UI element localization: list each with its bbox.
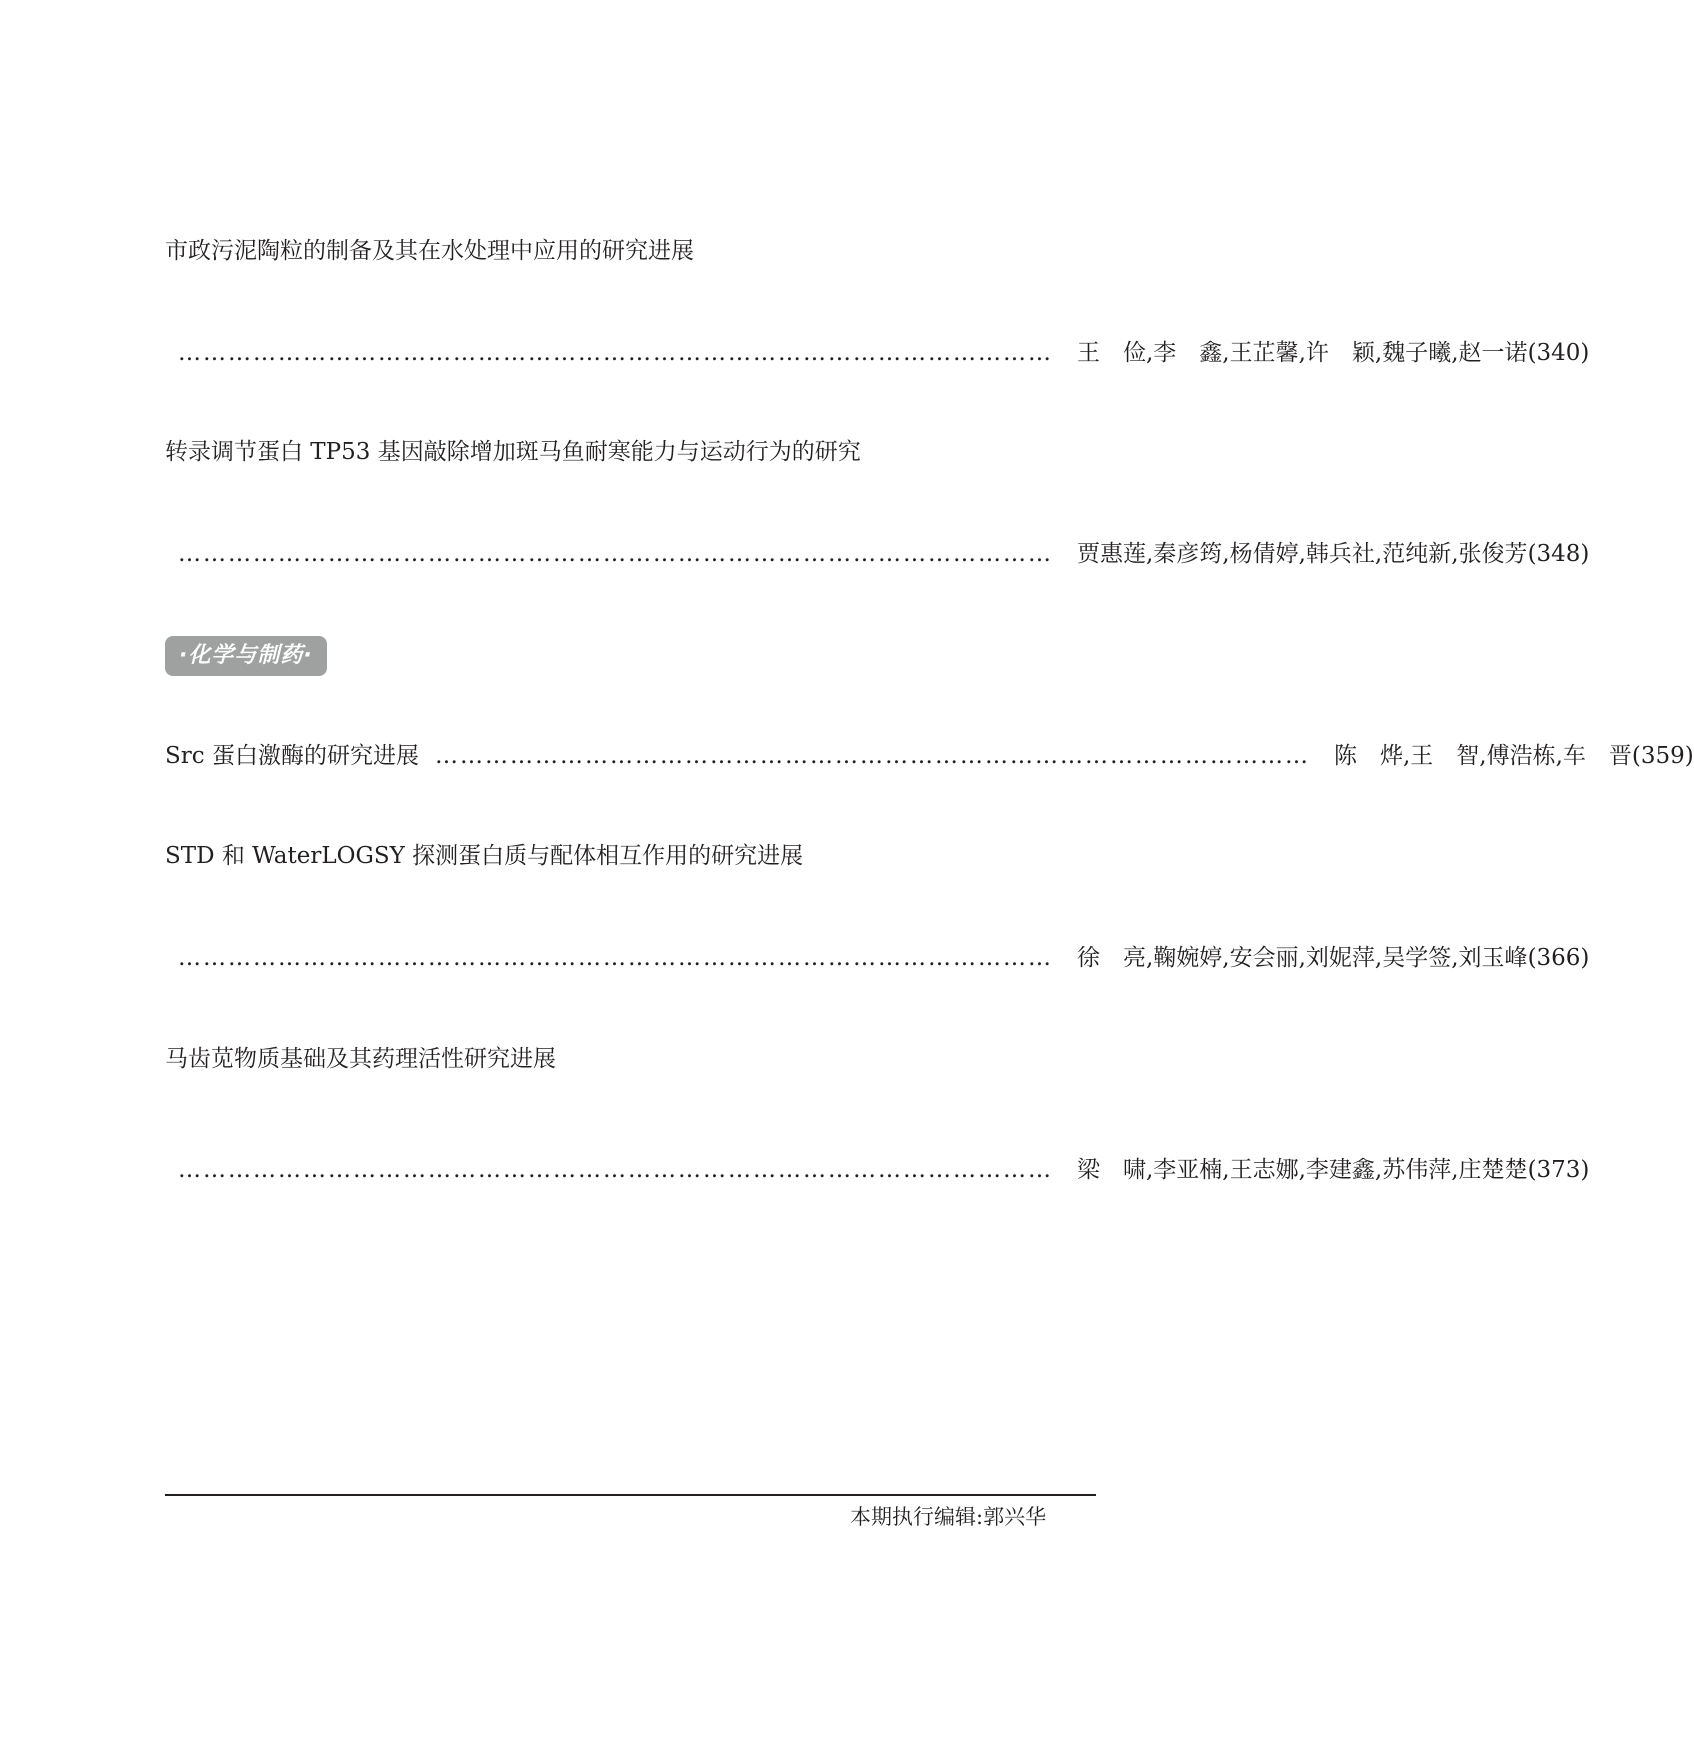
entry-title: 市政污泥陶粒的制备及其在水处理中应用的研究进展	[165, 238, 694, 264]
leader-dots: ……………………………………………………………………………………………	[178, 1157, 1053, 1183]
entry-author-line	[178, 943, 1590, 973]
entry-authors: 王 俭,李 鑫,王芷馨,许 颖,魏子曦,赵一诺	[1077, 340, 1528, 366]
entry-title: 转录调节蛋白 TP53 基因敲除增加斑马鱼耐寒能力与运动行为的研究	[165, 439, 861, 465]
section-badge: ·化学与制药·	[165, 636, 327, 676]
entry-page: (359)	[1631, 743, 1694, 769]
entry-authors: 贾惠莲,秦彦筠,杨倩婷,韩兵社,范纯新,张俊芳	[1077, 541, 1528, 567]
entry-page: (340)	[1527, 340, 1590, 366]
entry-page: (348)	[1527, 541, 1590, 567]
entry-title: STD 和 WaterLOGSY 探测蛋白质与配体相互作用的研究进展	[165, 843, 804, 869]
entry-author-line	[178, 539, 1590, 569]
leader-dots: ……………………………………………………………………………………………	[178, 541, 1053, 567]
entry-author-line	[178, 1155, 1590, 1185]
editor-credit: 本期执行编辑:郭兴华	[850, 1505, 1047, 1529]
entry-authors: 陈 烨,王 智,傅浩栋,车 晋	[1333, 743, 1632, 769]
entry-page: (373)	[1527, 1157, 1590, 1183]
leader-dots: ……………………………………………………………………………………………	[178, 945, 1053, 971]
entry-author-line	[178, 338, 1590, 368]
footer-rule	[165, 1494, 1096, 1496]
entry-inline-row	[165, 741, 1694, 771]
entry-authors: 梁 啸,李亚楠,王志娜,李建鑫,苏伟萍,庄楚楚	[1077, 1157, 1528, 1183]
entry-authors: 徐 亮,鞠婉婷,安会丽,刘妮萍,吴学签,刘玉峰	[1077, 945, 1528, 971]
leader-dots: ……………………………………………………………………………………………	[434, 743, 1310, 769]
entry-title: Src 蛋白激酶的研究进展	[165, 743, 419, 769]
entry-title: 马齿苋物质基础及其药理活性研究进展	[165, 1046, 556, 1072]
leader-dots: ……………………………………………………………………………………………	[178, 340, 1053, 366]
entry-page: (366)	[1527, 945, 1590, 971]
